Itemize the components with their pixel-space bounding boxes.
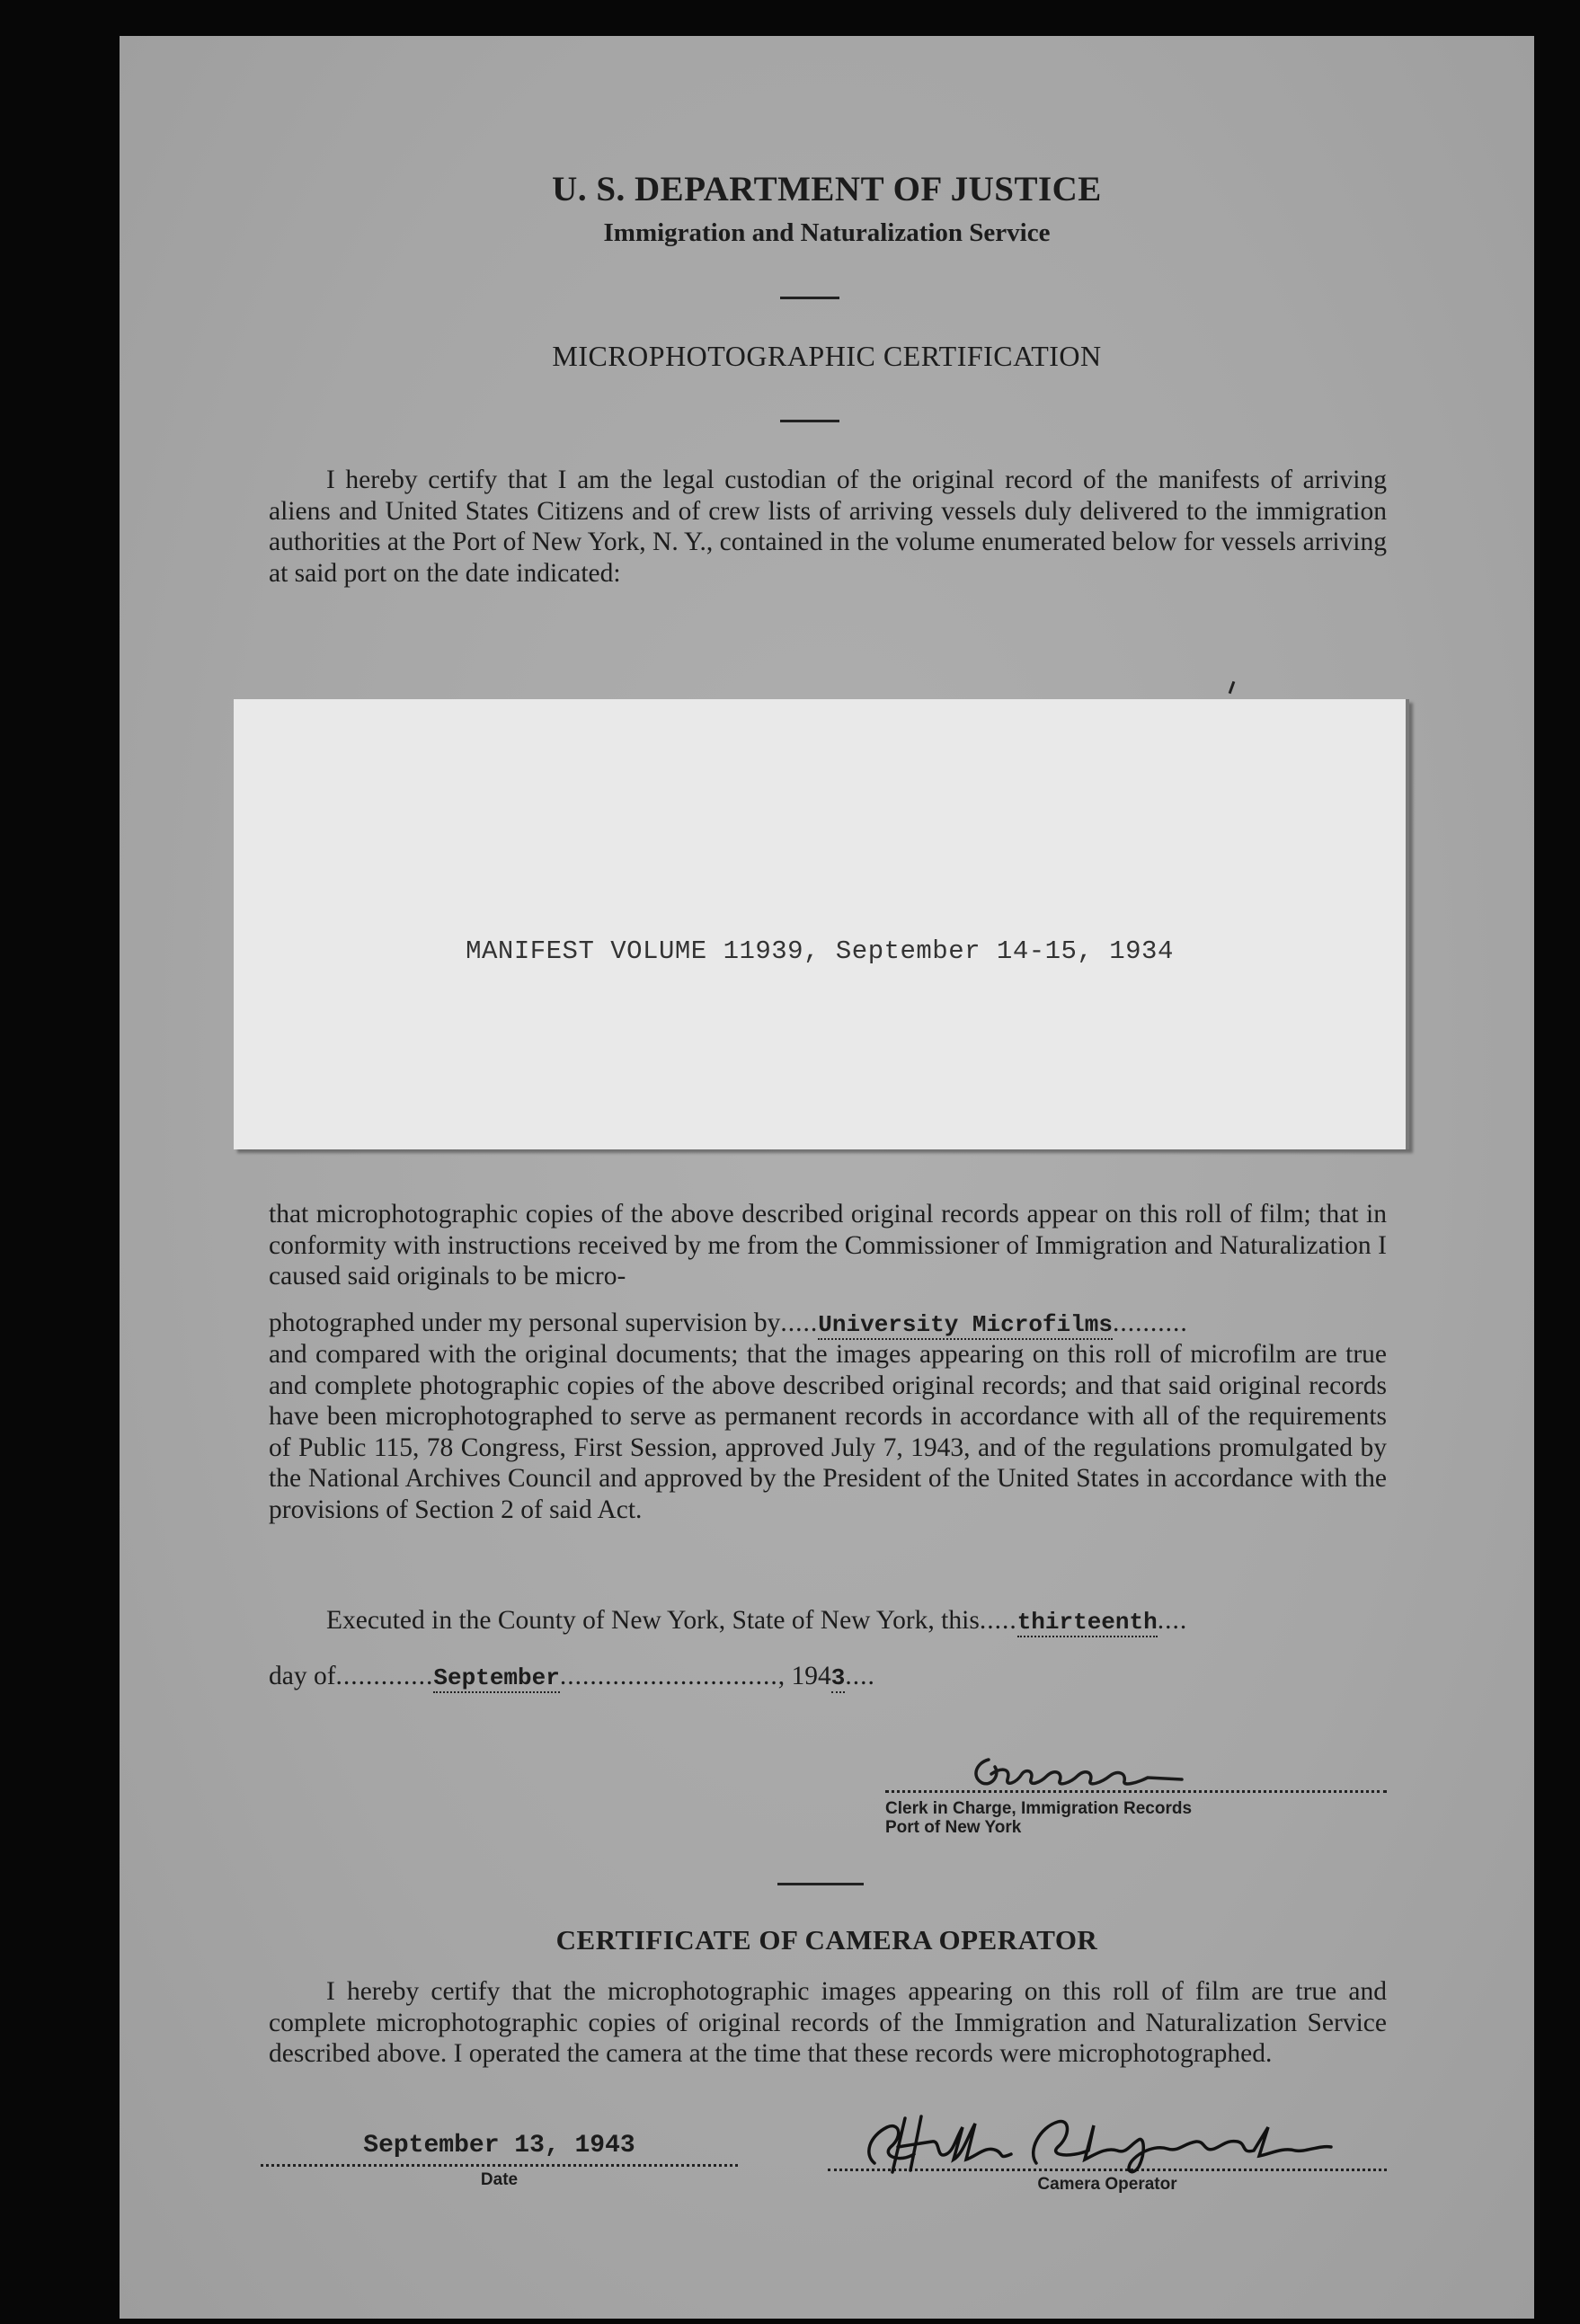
executed-prefix: Executed in the County of New York, State of New York, this xyxy=(326,1606,980,1635)
clerk-title xyxy=(885,1799,1192,1837)
year-digit: 3 xyxy=(830,1664,846,1691)
day-of-line xyxy=(269,1661,875,1694)
department-title: U. S. DEPARTMENT OF JUSTICE xyxy=(552,170,1102,208)
leader-dots: .... xyxy=(1157,1606,1188,1635)
leader-dots: ..... xyxy=(979,1606,1017,1635)
clerk-title-line1: Clerk in Charge, Immigration Records xyxy=(885,1799,1193,1818)
photographed-by-prefix: photographed under my personal supervision by xyxy=(269,1308,781,1337)
divider-rule xyxy=(777,1883,864,1885)
microphotographic-copies-paragraph: that microphotographic copies of the above described original records appear on this roll of film; that in conformity with instructions received by me from the Commissioner of Immigration and Naturalization I caused said originals to be micro- xyxy=(269,1200,1387,1291)
clerk-title-line2: Port of New York xyxy=(885,1818,1022,1837)
leader-dots: ............. xyxy=(335,1662,434,1690)
date-line xyxy=(261,2130,738,2167)
custodian-paragraph: I hereby certify that I am the legal custodian of the original record of the manifests of arriving aliens and United States Citizens and of crew lists of arriving vessels duly delivered to the immigration authorities at the Port of New York, N. Y., contained in the volume enumerated below for vessels arriving at said port on the date indicated: xyxy=(269,466,1387,588)
executed-line xyxy=(269,1605,1387,1638)
day-of-label: day of xyxy=(269,1662,336,1690)
photographed-by-line xyxy=(269,1308,1387,1341)
divider-rule xyxy=(780,297,839,299)
paper-mark xyxy=(1229,681,1236,694)
camera-operator-signature xyxy=(828,2100,1387,2178)
clerk-signature xyxy=(885,1751,1263,1794)
certificate-sheet xyxy=(120,36,1534,2319)
executed-month: September xyxy=(433,1664,560,1691)
volume-label-slip xyxy=(234,699,1409,1149)
camera-operator-signature-line xyxy=(828,2136,1387,2171)
leader-dots: .... xyxy=(845,1662,875,1690)
camera-operator-paragraph: I hereby certify that the microphotographic images appearing on this roll of film are true and complete microphotographic copies of original records of the Immigration and Naturalization Service described above. I operated the camera at the time that these records were microphotographed. xyxy=(269,1977,1387,2068)
year-prefix: , 194 xyxy=(777,1662,831,1690)
camera-operator-label: Camera Operator xyxy=(1037,2175,1177,2194)
leader-dots: ............................. xyxy=(559,1662,778,1690)
divider-rule xyxy=(780,420,839,422)
leader-dots: ..... xyxy=(780,1308,819,1337)
compliance-paragraph: and compared with the original documents; that the images appearing on this roll of microfilm are true and complete photographic copies of the above described original records; and that said original records have been microphotographed to serve as permanent records in accordance with all of the requirements of Public 115, 78 Congress, First Session, approved July 7, 1943, and of the regulations promulgated by the National Archives Council and approved by the President of the United States in accordance with the provisions of Section 2 of said Act. xyxy=(269,1340,1387,1524)
date-label: Date xyxy=(480,2170,519,2189)
clerk-signature-line xyxy=(885,1754,1387,1793)
leader-dots: .......... xyxy=(1112,1308,1188,1337)
service-subtitle: Immigration and Naturalization Service xyxy=(603,218,1051,247)
camera-operator-title: CERTIFICATE OF CAMERA OPERATOR xyxy=(555,1924,1098,1956)
date-value: September 13, 1943 xyxy=(363,2132,635,2160)
manifest-volume-label: MANIFEST VOLUME 11939, September 14-15, 1934 xyxy=(466,936,1174,966)
executed-day: thirteenth xyxy=(1016,1609,1158,1636)
certification-title: MICROPHOTOGRAPHIC CERTIFICATION xyxy=(552,340,1102,372)
photographer-name: University Microfilms xyxy=(818,1311,1113,1338)
